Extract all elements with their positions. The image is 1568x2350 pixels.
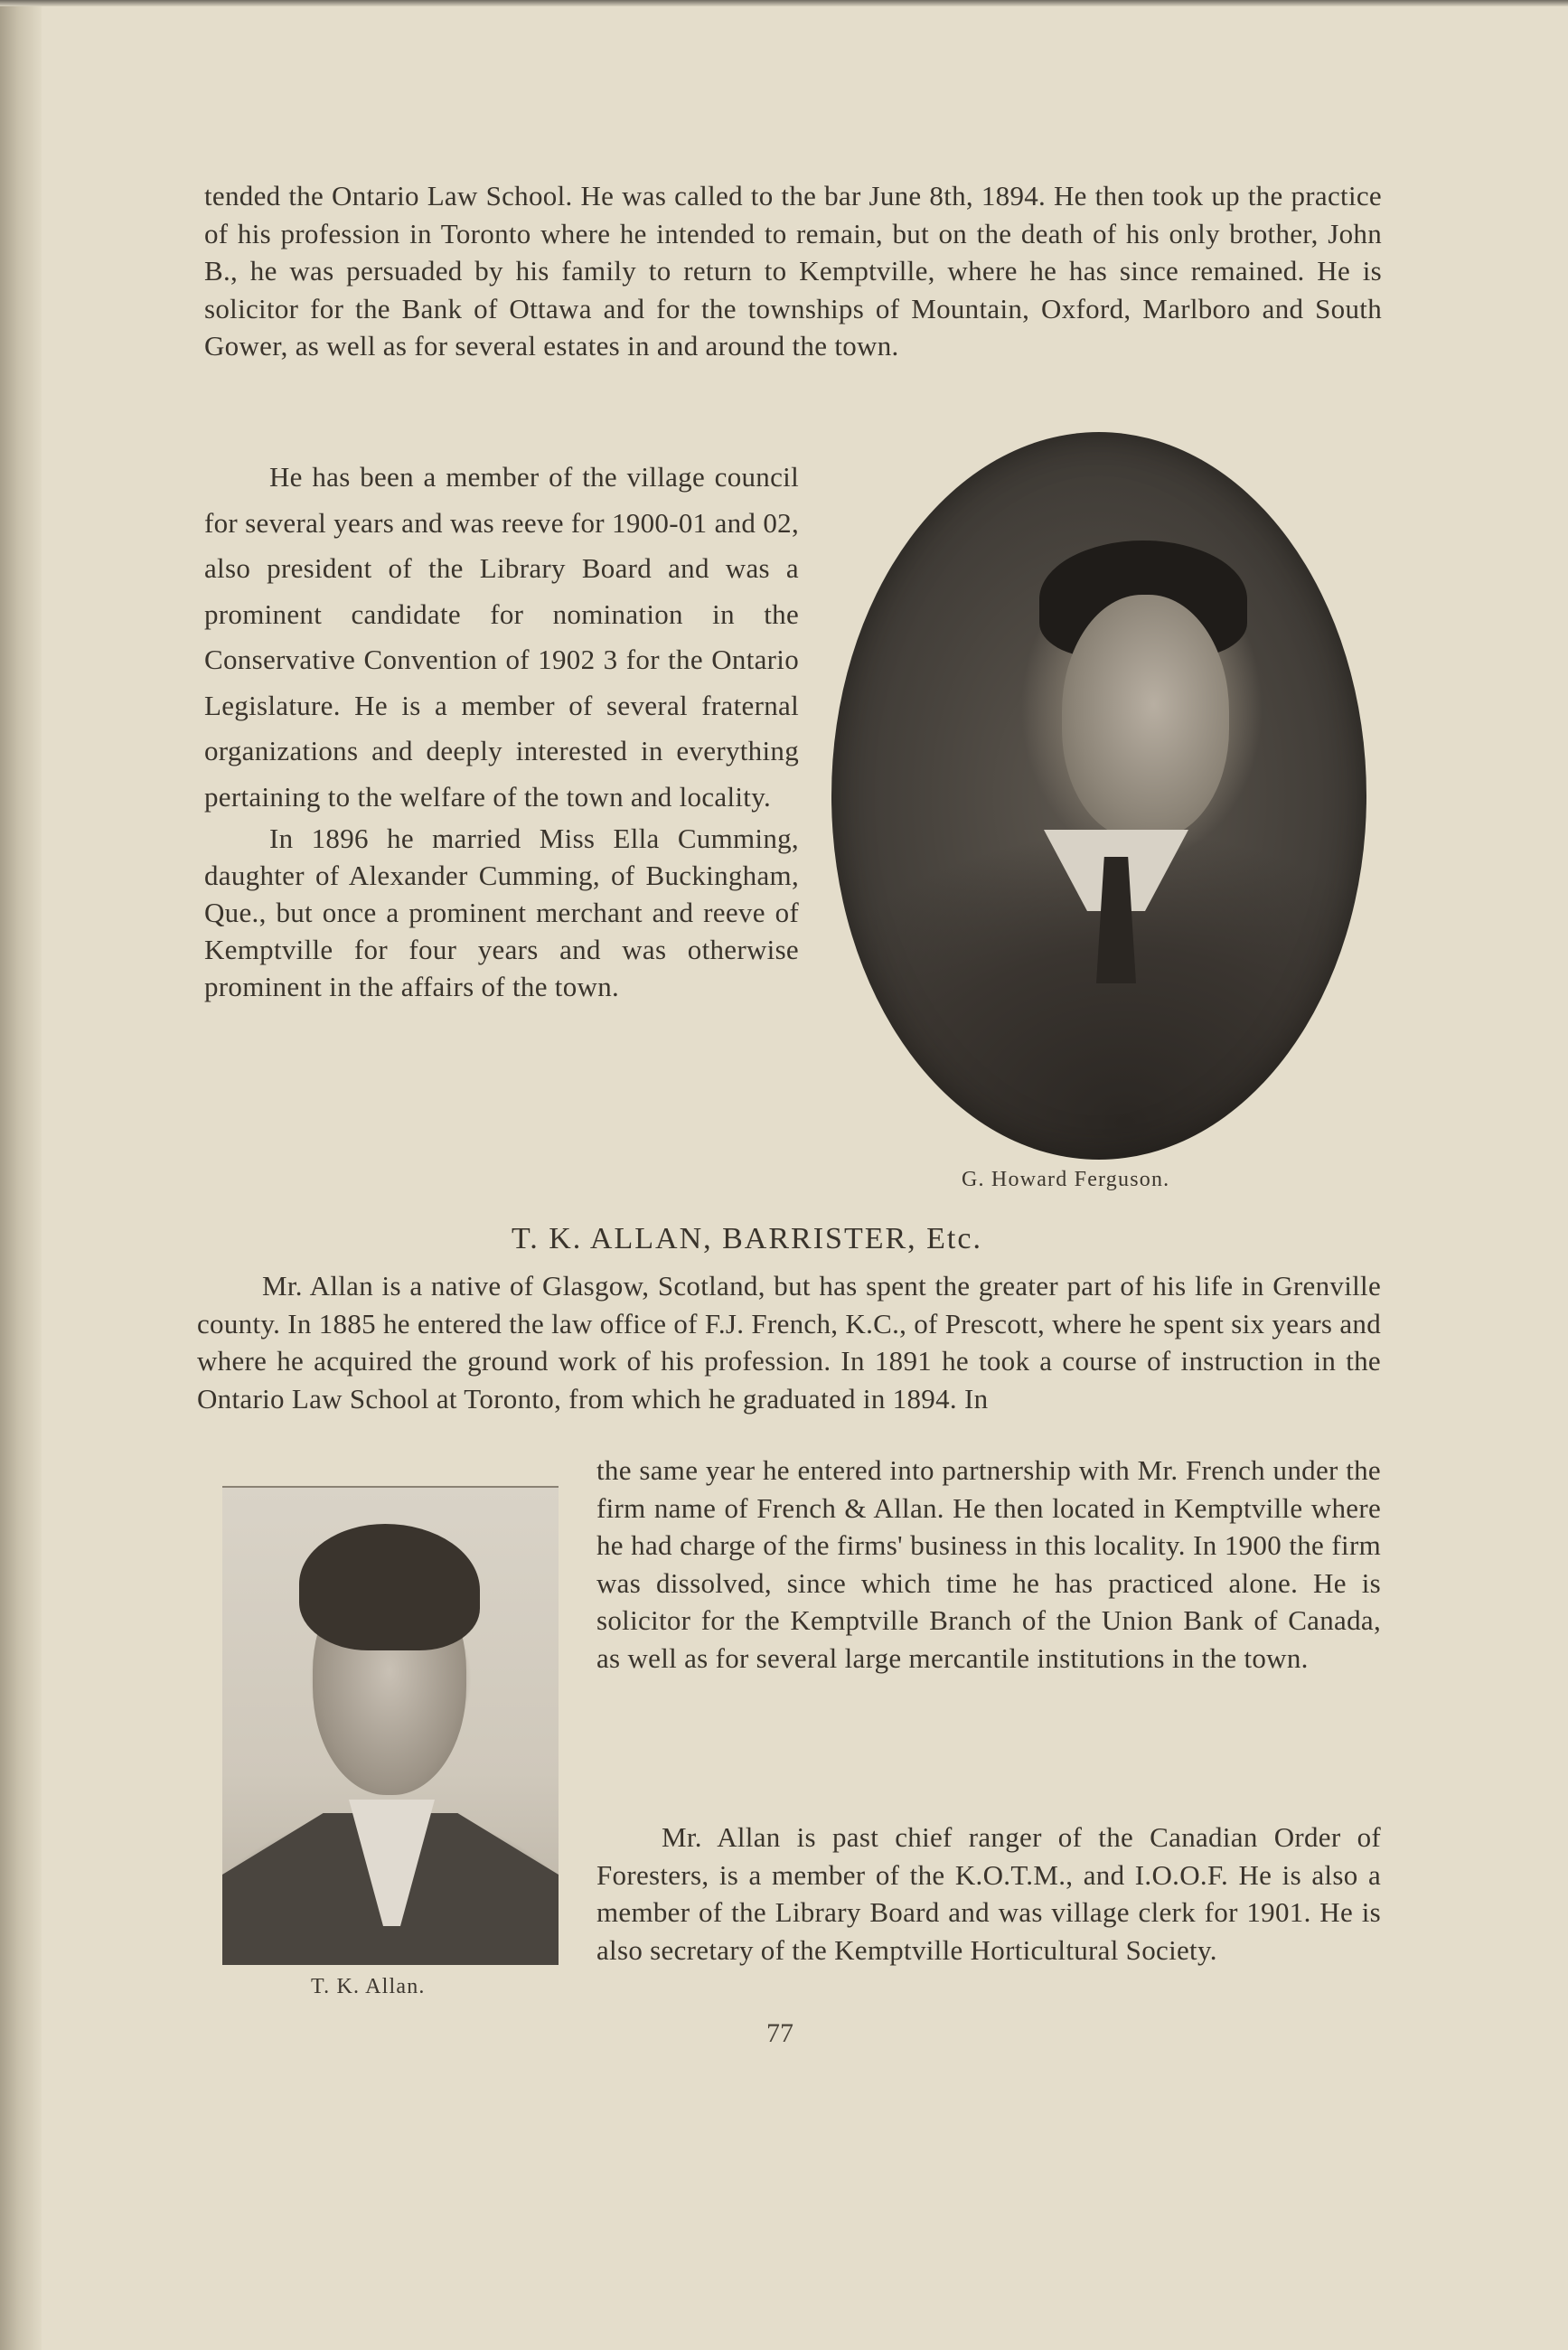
- allan-paragraph-2: Mr. Allan is past chief ranger of the Canadian Order of Foresters, is a member of the K.O.T.M., and I.O.O.F. He is also a member of the Library Board and was village clerk for 1901. He is also secretary of the Kemptville Horticultural Society.: [596, 1821, 1381, 1966]
- allan-paragraph-1: Mr. Allan is a native of Glasgow, Scotland, but has spent the greater part of his life in Grenville county. In 1885 he entered the law office of F.J. French, K.C., of Prescott, where he spent six years and where he acquired the ground work of his profession. In 1891 he took a course of instruction in the Ontario Law School at Toronto, from which he graduated in 1894. In: [197, 1270, 1382, 1415]
- ferguson-paragraph-1: He has been a member of the village council for several years and was reeve for 1900-01 and 02, also president of the Library Board and was a prominent candidate for nomination in the Conservative Convention of 1902 3 for the Ontario Legislature. He is a member of several fraternal organizations and deeply interested in everything pertaining to the welfare of the town and locality.: [204, 461, 799, 813]
- ferguson-text-column: [204, 455, 799, 1005]
- ferguson-portrait-image: [831, 432, 1366, 1160]
- allan-portrait-image: [222, 1486, 559, 1965]
- allan-paragraph-1-continued: the same year he entered into partnership with Mr. French under the firm name of French & Allan. He then located in Kemptville where he had charge of the firms' business in this locality. In 1900 the firm was dissolved, since which time he has practiced alone. He is solicitor for the Kemptville Branch of the Union Bank of Canada, as well as for several large mercantile institutions in the town.: [596, 1454, 1381, 1674]
- page-number: 77: [766, 2018, 793, 2048]
- portrait-face-shape: [1062, 595, 1229, 839]
- book-spine-shadow: [0, 0, 42, 2350]
- allan-section-heading: T. K. ALLAN, BARRISTER, Etc.: [512, 1222, 982, 1255]
- photo-hair-shape: [299, 1524, 480, 1650]
- ferguson-photo-caption: G. Howard Ferguson.: [962, 1168, 1170, 1191]
- allan-photo-caption: T. K. Allan.: [311, 1975, 426, 1998]
- intro-paragraph: tended the Ontario Law School. He was called to the bar June 8th, 1894. He then took up the practice of his profession in Toronto where he intended to remain, but on the death of his only brother, John B., he was persuaded by his family to return to Kemptville, where he has since remained. He is solicitor for the Bank of Ottawa and for the townships of Mountain, Oxford, Marlboro and South Gower, as well as for several estates in and around the town.: [204, 180, 1382, 362]
- page-top-edge: [0, 0, 1568, 6]
- ferguson-paragraph-2: In 1896 he married Miss Ella Cumming, daughter of Alexander Cumming, of Buckingham, Que., but once a prominent merchant and reeve of Kemptville for four years and was otherwise prominent in the affairs of the town.: [204, 822, 799, 1002]
